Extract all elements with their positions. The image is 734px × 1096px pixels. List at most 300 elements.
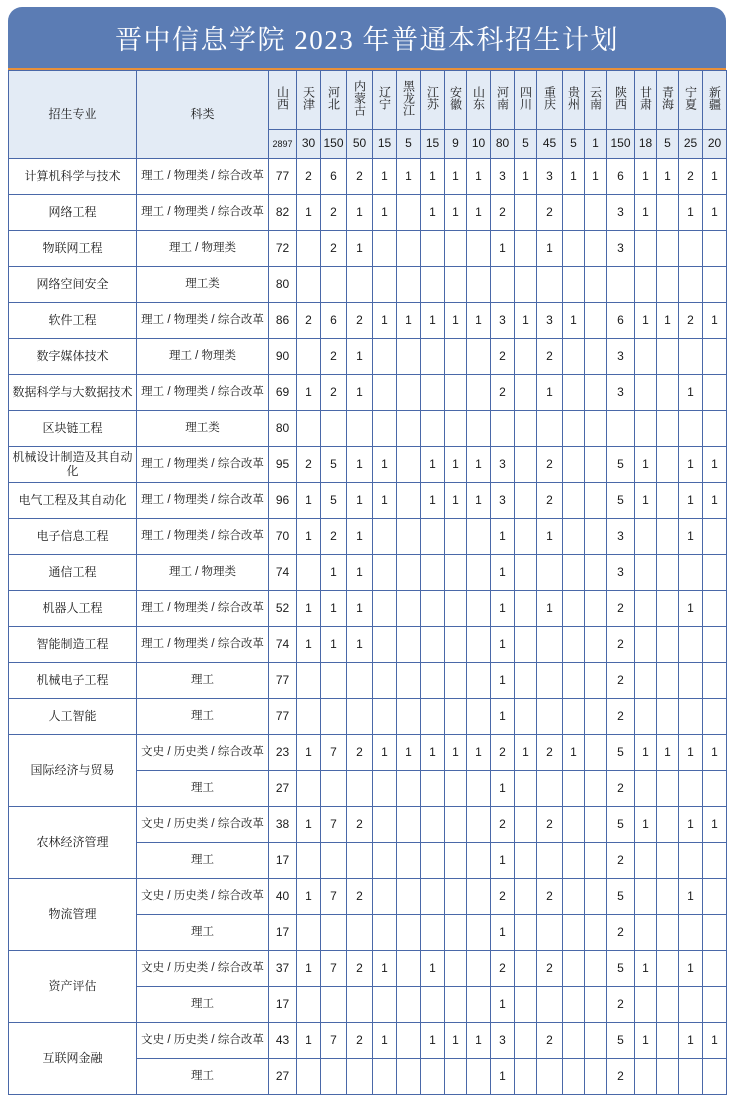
quota-cell xyxy=(585,807,607,843)
quota-cell: 77 xyxy=(269,699,297,735)
quota-cell xyxy=(445,807,467,843)
quota-cell: 1 xyxy=(679,591,703,627)
quota-cell xyxy=(321,411,347,447)
quota-cell xyxy=(585,1023,607,1059)
quota-cell: 2 xyxy=(297,447,321,483)
province-total: 5 xyxy=(563,130,585,159)
province-name: 四川 xyxy=(518,86,533,111)
province-name: 重庆 xyxy=(542,86,557,111)
category-cell: 文史 / 历史类 / 综合改革 xyxy=(137,1023,269,1059)
category-cell: 理工 xyxy=(137,843,269,879)
quota-cell: 3 xyxy=(491,159,515,195)
quota-cell xyxy=(703,519,727,555)
quota-cell: 3 xyxy=(607,195,635,231)
category-cell: 文史 / 历史类 / 综合改革 xyxy=(137,807,269,843)
quota-cell: 2 xyxy=(491,195,515,231)
quota-cell xyxy=(563,807,585,843)
quota-cell xyxy=(421,987,445,1023)
quota-cell xyxy=(445,627,467,663)
quota-cell: 1 xyxy=(321,591,347,627)
quota-cell: 3 xyxy=(607,231,635,267)
quota-cell: 1 xyxy=(635,159,657,195)
quota-cell: 2 xyxy=(347,807,373,843)
quota-cell: 1 xyxy=(373,951,397,987)
quota-cell xyxy=(445,1059,467,1095)
quota-cell xyxy=(515,1059,537,1095)
quota-cell xyxy=(537,555,563,591)
quota-cell xyxy=(297,987,321,1023)
province-name: 青海 xyxy=(660,86,675,111)
quota-cell xyxy=(635,267,657,303)
province-total: 150 xyxy=(607,130,635,159)
quota-cell xyxy=(515,375,537,411)
quota-cell xyxy=(563,699,585,735)
quota-cell: 2 xyxy=(491,951,515,987)
quota-cell: 2 xyxy=(607,987,635,1023)
quota-cell xyxy=(563,951,585,987)
quota-cell xyxy=(467,375,491,411)
quota-cell: 1 xyxy=(397,159,421,195)
quota-cell xyxy=(491,267,515,303)
province-name: 云南 xyxy=(588,86,603,111)
major-name-cell: 电气工程及其自动化 xyxy=(9,483,137,519)
quota-cell: 3 xyxy=(607,375,635,411)
quota-cell: 1 xyxy=(657,735,679,771)
quota-cell: 69 xyxy=(269,375,297,411)
table-row xyxy=(9,879,727,915)
quota-cell: 1 xyxy=(321,627,347,663)
quota-cell xyxy=(515,447,537,483)
major-name-cell: 软件工程 xyxy=(9,303,137,339)
col-header-province xyxy=(563,71,585,130)
quota-cell: 1 xyxy=(491,591,515,627)
table-row xyxy=(9,411,727,447)
quota-cell xyxy=(537,411,563,447)
quota-cell: 1 xyxy=(657,159,679,195)
major-name-cell: 人工智能 xyxy=(9,699,137,735)
quota-cell xyxy=(297,555,321,591)
province-name: 河北 xyxy=(326,86,341,111)
quota-cell xyxy=(635,375,657,411)
quota-cell: 2 xyxy=(607,663,635,699)
quota-cell xyxy=(397,627,421,663)
quota-cell xyxy=(703,591,727,627)
quota-cell xyxy=(397,267,421,303)
quota-cell xyxy=(657,447,679,483)
col-header-province xyxy=(607,71,635,130)
quota-cell: 1 xyxy=(491,915,515,951)
quota-cell xyxy=(635,915,657,951)
quota-cell: 1 xyxy=(347,555,373,591)
quota-cell xyxy=(397,231,421,267)
quota-cell: 1 xyxy=(679,447,703,483)
quota-cell xyxy=(537,843,563,879)
quota-cell xyxy=(703,987,727,1023)
quota-cell: 5 xyxy=(321,483,347,519)
quota-cell xyxy=(703,231,727,267)
table-row xyxy=(9,195,727,231)
quota-cell: 2 xyxy=(537,807,563,843)
quota-cell xyxy=(421,915,445,951)
quota-cell: 1 xyxy=(297,483,321,519)
quota-cell xyxy=(635,663,657,699)
quota-cell: 1 xyxy=(347,339,373,375)
major-name-cell: 机器人工程 xyxy=(9,591,137,627)
quota-cell: 1 xyxy=(491,555,515,591)
quota-cell: 1 xyxy=(297,627,321,663)
quota-cell xyxy=(703,555,727,591)
quota-cell: 5 xyxy=(607,1023,635,1059)
quota-cell: 77 xyxy=(269,159,297,195)
quota-cell xyxy=(373,663,397,699)
quota-cell xyxy=(421,231,445,267)
quota-cell: 1 xyxy=(585,159,607,195)
quota-cell xyxy=(373,375,397,411)
quota-cell: 1 xyxy=(635,483,657,519)
quota-cell: 2 xyxy=(607,591,635,627)
quota-cell xyxy=(373,411,397,447)
quota-cell: 3 xyxy=(537,159,563,195)
quota-cell xyxy=(373,915,397,951)
province-total: 5 xyxy=(515,130,537,159)
quota-cell: 1 xyxy=(297,591,321,627)
quota-cell xyxy=(703,915,727,951)
quota-cell xyxy=(585,267,607,303)
category-cell: 文史 / 历史类 / 综合改革 xyxy=(137,735,269,771)
quota-cell xyxy=(421,1059,445,1095)
quota-cell xyxy=(397,663,421,699)
quota-cell: 1 xyxy=(445,447,467,483)
major-name-cell: 机械电子工程 xyxy=(9,663,137,699)
col-header-province xyxy=(703,71,727,130)
quota-cell: 1 xyxy=(467,735,491,771)
quota-cell xyxy=(297,339,321,375)
quota-cell: 1 xyxy=(373,159,397,195)
category-cell: 理工 / 物理类 / 综合改革 xyxy=(137,519,269,555)
quota-cell xyxy=(373,807,397,843)
quota-cell: 96 xyxy=(269,483,297,519)
quota-cell xyxy=(703,663,727,699)
quota-cell xyxy=(397,411,421,447)
quota-cell xyxy=(585,591,607,627)
quota-cell xyxy=(657,195,679,231)
quota-cell: 77 xyxy=(269,663,297,699)
col-header-province xyxy=(537,71,563,130)
quota-cell xyxy=(635,231,657,267)
quota-cell xyxy=(515,771,537,807)
major-name-cell: 物流管理 xyxy=(9,879,137,951)
quota-cell xyxy=(467,951,491,987)
quota-cell xyxy=(297,771,321,807)
quota-cell: 86 xyxy=(269,303,297,339)
quota-cell: 1 xyxy=(679,951,703,987)
quota-cell xyxy=(607,411,635,447)
quota-cell: 1 xyxy=(635,1023,657,1059)
major-name-cell: 网络空间安全 xyxy=(9,267,137,303)
quota-cell: 1 xyxy=(491,843,515,879)
table-row xyxy=(9,663,727,699)
quota-cell xyxy=(515,663,537,699)
table-row xyxy=(9,447,727,483)
quota-cell xyxy=(563,1023,585,1059)
quota-cell: 2 xyxy=(607,699,635,735)
quota-cell xyxy=(703,627,727,663)
quota-cell: 1 xyxy=(297,951,321,987)
quota-cell xyxy=(445,915,467,951)
quota-cell xyxy=(585,519,607,555)
province-total: 2897 xyxy=(269,130,297,159)
quota-cell: 1 xyxy=(491,1059,515,1095)
quota-cell: 1 xyxy=(679,195,703,231)
quota-cell xyxy=(563,375,585,411)
quota-cell: 1 xyxy=(421,735,445,771)
quota-cell: 1 xyxy=(515,735,537,771)
quota-cell xyxy=(373,627,397,663)
quota-cell xyxy=(635,879,657,915)
quota-cell: 1 xyxy=(491,519,515,555)
table-head xyxy=(9,71,727,159)
quota-cell xyxy=(467,231,491,267)
col-header-province xyxy=(269,71,297,130)
quota-cell xyxy=(607,267,635,303)
quota-cell xyxy=(397,483,421,519)
province-name: 贵州 xyxy=(566,86,581,111)
quota-cell xyxy=(703,879,727,915)
category-cell: 理工 xyxy=(137,987,269,1023)
major-name-cell: 区块链工程 xyxy=(9,411,137,447)
category-cell: 文史 / 历史类 / 综合改革 xyxy=(137,951,269,987)
quota-cell xyxy=(491,411,515,447)
quota-cell xyxy=(397,807,421,843)
table-row xyxy=(9,735,727,771)
quota-cell: 1 xyxy=(467,159,491,195)
quota-cell xyxy=(397,699,421,735)
province-total: 50 xyxy=(347,130,373,159)
quota-cell xyxy=(563,627,585,663)
province-name: 河南 xyxy=(495,86,510,111)
quota-cell xyxy=(467,267,491,303)
table-row xyxy=(9,303,727,339)
page-title: 晋中信息学院 2023 年普通本科招生计划 xyxy=(115,25,619,55)
province-total: 45 xyxy=(537,130,563,159)
quota-cell: 1 xyxy=(347,483,373,519)
quota-cell xyxy=(297,411,321,447)
quota-cell: 1 xyxy=(445,303,467,339)
category-cell: 理工 xyxy=(137,663,269,699)
quota-cell: 3 xyxy=(491,483,515,519)
quota-cell: 5 xyxy=(607,447,635,483)
province-name: 江苏 xyxy=(425,86,440,111)
quota-cell: 3 xyxy=(607,555,635,591)
quota-cell xyxy=(397,987,421,1023)
quota-cell xyxy=(397,879,421,915)
major-name-cell: 互联网金融 xyxy=(9,1023,137,1095)
category-cell: 理工类 xyxy=(137,267,269,303)
quota-cell xyxy=(679,555,703,591)
major-name-cell: 数据科学与大数据技术 xyxy=(9,375,137,411)
quota-cell xyxy=(585,447,607,483)
quota-cell xyxy=(321,987,347,1023)
quota-cell: 5 xyxy=(607,879,635,915)
quota-cell xyxy=(347,411,373,447)
quota-cell: 5 xyxy=(607,735,635,771)
quota-cell: 1 xyxy=(297,375,321,411)
quota-cell xyxy=(537,627,563,663)
quota-cell xyxy=(657,591,679,627)
quota-cell xyxy=(515,807,537,843)
quota-cell: 1 xyxy=(491,663,515,699)
quota-cell xyxy=(445,411,467,447)
quota-cell xyxy=(397,339,421,375)
col-header-province xyxy=(297,71,321,130)
quota-cell: 6 xyxy=(607,159,635,195)
table-row xyxy=(9,699,727,735)
quota-cell xyxy=(563,231,585,267)
quota-cell xyxy=(635,555,657,591)
province-total: 15 xyxy=(373,130,397,159)
quota-cell xyxy=(515,1023,537,1059)
quota-cell: 1 xyxy=(703,447,727,483)
quota-cell xyxy=(421,879,445,915)
quota-cell: 3 xyxy=(491,303,515,339)
quota-cell: 1 xyxy=(421,195,445,231)
quota-cell: 1 xyxy=(491,231,515,267)
province-total: 30 xyxy=(297,130,321,159)
quota-cell: 1 xyxy=(297,519,321,555)
category-cell: 理工 / 物理类 / 综合改革 xyxy=(137,375,269,411)
col-header-category: 科类 xyxy=(137,71,269,159)
quota-cell: 1 xyxy=(679,879,703,915)
quota-cell xyxy=(397,195,421,231)
quota-cell: 1 xyxy=(297,807,321,843)
quota-cell: 1 xyxy=(515,303,537,339)
quota-cell xyxy=(635,1059,657,1095)
quota-cell xyxy=(297,1059,321,1095)
quota-cell: 6 xyxy=(321,159,347,195)
quota-cell xyxy=(515,339,537,375)
quota-cell: 1 xyxy=(373,735,397,771)
quota-cell xyxy=(563,447,585,483)
quota-cell: 1 xyxy=(421,951,445,987)
quota-cell xyxy=(467,591,491,627)
quota-cell: 1 xyxy=(421,303,445,339)
major-name-cell: 通信工程 xyxy=(9,555,137,591)
quota-cell: 1 xyxy=(635,447,657,483)
quota-cell: 1 xyxy=(491,987,515,1023)
quota-cell xyxy=(703,951,727,987)
quota-cell xyxy=(373,843,397,879)
quota-cell xyxy=(703,699,727,735)
quota-cell xyxy=(347,1059,373,1095)
quota-cell: 2 xyxy=(537,951,563,987)
quota-cell: 1 xyxy=(297,735,321,771)
quota-cell xyxy=(679,699,703,735)
quota-cell: 1 xyxy=(321,555,347,591)
col-header-province xyxy=(421,71,445,130)
category-cell: 理工 / 物理类 xyxy=(137,231,269,267)
quota-cell xyxy=(563,267,585,303)
province-name: 辽宁 xyxy=(377,86,392,111)
quota-cell: 80 xyxy=(269,267,297,303)
quota-cell xyxy=(657,411,679,447)
quota-cell: 1 xyxy=(563,303,585,339)
quota-cell: 1 xyxy=(445,1023,467,1059)
quota-cell: 17 xyxy=(269,915,297,951)
quota-cell: 1 xyxy=(421,447,445,483)
quota-cell xyxy=(347,663,373,699)
quota-cell xyxy=(397,1059,421,1095)
quota-cell xyxy=(585,339,607,375)
quota-cell: 1 xyxy=(537,375,563,411)
quota-cell: 1 xyxy=(373,195,397,231)
quota-cell xyxy=(397,555,421,591)
quota-cell xyxy=(421,339,445,375)
quota-cell xyxy=(635,699,657,735)
col-header-province xyxy=(321,71,347,130)
quota-cell: 5 xyxy=(321,447,347,483)
quota-cell: 2 xyxy=(537,1023,563,1059)
quota-cell xyxy=(657,951,679,987)
quota-cell: 1 xyxy=(679,483,703,519)
quota-cell xyxy=(297,231,321,267)
quota-cell: 1 xyxy=(679,519,703,555)
quota-cell xyxy=(657,267,679,303)
quota-cell xyxy=(585,879,607,915)
quota-cell xyxy=(515,555,537,591)
quota-cell xyxy=(515,951,537,987)
quota-cell xyxy=(563,483,585,519)
quota-cell: 70 xyxy=(269,519,297,555)
quota-cell xyxy=(703,339,727,375)
quota-cell: 1 xyxy=(467,1023,491,1059)
quota-cell: 1 xyxy=(491,627,515,663)
quota-cell xyxy=(657,339,679,375)
quota-cell xyxy=(563,915,585,951)
province-name: 内蒙古 xyxy=(352,80,367,117)
quota-cell xyxy=(397,375,421,411)
major-name-cell: 农林经济管理 xyxy=(9,807,137,879)
col-header-province xyxy=(679,71,703,130)
quota-cell xyxy=(585,771,607,807)
quota-cell xyxy=(679,771,703,807)
quota-cell xyxy=(467,555,491,591)
province-name: 甘肃 xyxy=(638,86,653,111)
table-row xyxy=(9,375,727,411)
quota-cell: 6 xyxy=(321,303,347,339)
province-name: 黑龙江 xyxy=(401,80,416,117)
quota-cell xyxy=(657,663,679,699)
quota-cell: 40 xyxy=(269,879,297,915)
quota-cell xyxy=(373,339,397,375)
quota-cell: 1 xyxy=(679,1023,703,1059)
quota-cell xyxy=(445,663,467,699)
quota-cell: 5 xyxy=(607,483,635,519)
quota-cell xyxy=(397,915,421,951)
quota-cell xyxy=(397,771,421,807)
quota-cell: 1 xyxy=(421,483,445,519)
quota-cell: 3 xyxy=(537,303,563,339)
quota-cell xyxy=(585,843,607,879)
quota-cell xyxy=(321,267,347,303)
quota-cell xyxy=(373,231,397,267)
quota-cell: 1 xyxy=(421,159,445,195)
quota-cell xyxy=(563,519,585,555)
quota-cell xyxy=(679,1059,703,1095)
quota-cell xyxy=(421,519,445,555)
major-name-cell: 数字媒体技术 xyxy=(9,339,137,375)
quota-cell xyxy=(467,987,491,1023)
quota-cell xyxy=(515,699,537,735)
